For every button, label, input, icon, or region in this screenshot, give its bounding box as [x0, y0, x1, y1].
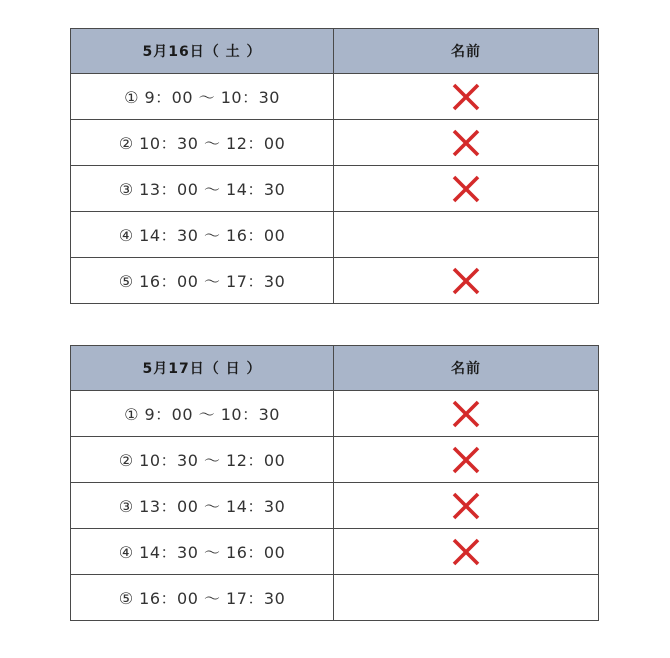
table-row — [71, 437, 599, 483]
time-slot-cell: ① 9：00 ～ 10：30 — [71, 74, 334, 120]
name-cell[interactable] — [334, 391, 599, 437]
table-row — [71, 483, 599, 529]
time-slot-cell: ① 9：00 ～ 10：30 — [71, 391, 334, 437]
time-slot-cell: ③ 13：00 ～ 14：30 — [71, 166, 334, 212]
table-row — [71, 258, 599, 304]
name-column-header: 名前 — [334, 346, 599, 391]
time-slot-cell: ⑤ 16：00 ～ 17：30 — [71, 575, 334, 621]
name-cell[interactable] — [334, 437, 599, 483]
cross-mark-icon — [451, 174, 481, 204]
cross-mark-icon — [451, 266, 481, 296]
name-cell[interactable] — [334, 529, 599, 575]
table-row — [71, 74, 599, 120]
cross-mark-icon — [451, 82, 481, 112]
name-cell[interactable] — [334, 212, 599, 258]
time-slot-cell: ② 10：30 ～ 12：00 — [71, 120, 334, 166]
name-cell[interactable] — [334, 483, 599, 529]
name-cell[interactable] — [334, 258, 599, 304]
name-cell[interactable] — [334, 166, 599, 212]
cross-mark-icon — [451, 399, 481, 429]
table-row — [71, 120, 599, 166]
name-cell[interactable] — [334, 575, 599, 621]
schedule-table-may-16 — [70, 28, 599, 304]
cross-mark-icon — [451, 537, 481, 567]
time-slot-cell: ③ 13：00 ～ 14：30 — [71, 483, 334, 529]
name-column-header: 名前 — [334, 29, 599, 74]
time-slot-cell: ② 10：30 ～ 12：00 — [71, 437, 334, 483]
cross-mark-icon — [451, 128, 481, 158]
cross-mark-icon — [451, 491, 481, 521]
table-header-row — [71, 29, 599, 74]
date-header: 5月17日（ 日 ） — [71, 346, 334, 391]
table-row — [71, 529, 599, 575]
name-cell[interactable] — [334, 74, 599, 120]
time-slot-cell: ⑤ 16：00 ～ 17：30 — [71, 258, 334, 304]
date-header: 5月16日（ 土 ） — [71, 29, 334, 74]
table-header-row — [71, 346, 599, 391]
time-slot-cell: ④ 14：30 ～ 16：00 — [71, 529, 334, 575]
name-cell[interactable] — [334, 120, 599, 166]
table-row — [71, 166, 599, 212]
table-row — [71, 575, 599, 621]
time-slot-cell: ④ 14：30 ～ 16：00 — [71, 212, 334, 258]
table-row — [71, 212, 599, 258]
table-row — [71, 391, 599, 437]
cross-mark-icon — [451, 445, 481, 475]
schedule-table-may-17 — [70, 345, 599, 621]
